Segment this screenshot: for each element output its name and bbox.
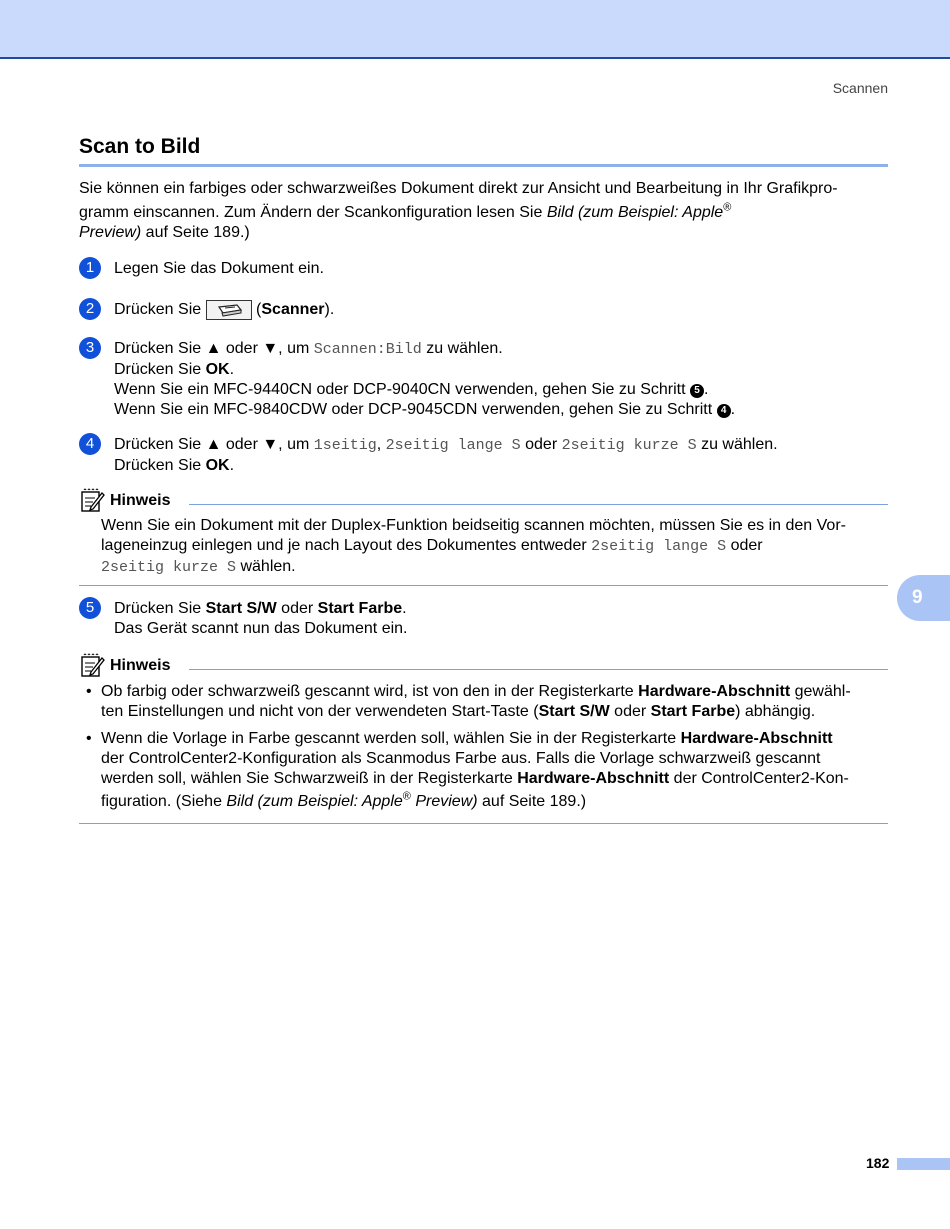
step-text: Drücken Sie ▲ oder ▼, um Scannen:Bild zu wählen. Drücken Sie OK. Wenn Sie ein MFC-9440CN oder DCP-9040CN verwenden, gehen Sie zu Schritt 5 . Wenn Sie ein MFC-9840CDW oder DCP-9045CDN verwenden, gehen Sie zu Schritt 4 . bbox=[114, 340, 736, 418]
intro-link-text: Bild (zum Beispiel: Apple bbox=[546, 204, 724, 221]
note-pencil-icon bbox=[79, 652, 105, 678]
running-header: Scannen bbox=[832, 80, 888, 96]
step-text: Drücken Sie Start S/W oder Start Farbe. Das Gerät scannt nun das Dokument ein. bbox=[114, 600, 408, 637]
section-title: Scan to Bild bbox=[79, 135, 201, 158]
intro-line-1: Sie können ein farbiges oder schwarzweißes Dokument direkt zur Ansicht und Bearbeitung in Ihr Grafikpro- bbox=[79, 180, 838, 197]
step-number-badge: 1 bbox=[79, 257, 101, 279]
note-text: Wenn Sie ein Dokument mit der Duplex-Funktion beidseitig scannen möchten, müssen Sie es in den Vor- lageneinzug einlegen und je nach Layout des Dokumentes entweder 2seitig lange S oder 2seitig kurze S wählen. bbox=[101, 517, 846, 576]
intro-line-2: gramm einscannen. Zum Ändern der Scankonfiguration lesen Sie Bild (zum Beispiel: Apple® bbox=[79, 201, 732, 221]
step-number-badge: 4 bbox=[79, 433, 101, 455]
page-number-bar bbox=[897, 1158, 950, 1170]
note-pencil-icon bbox=[79, 487, 105, 513]
lcd-text: Scannen:Bild bbox=[313, 341, 422, 358]
step-text: Drücken Sie (Scanner). bbox=[114, 301, 335, 318]
top-header-band bbox=[0, 0, 950, 59]
note-header: Hinweis bbox=[79, 652, 888, 678]
scanner-key-icon bbox=[206, 300, 252, 320]
intro-line-3: Preview) auf Seite 189.) bbox=[79, 224, 250, 241]
title-rule bbox=[79, 164, 888, 167]
step-text: Legen Sie das Dokument ein. bbox=[114, 260, 324, 277]
note-header: Hinweis bbox=[79, 487, 888, 513]
note-2-bottom-rule bbox=[79, 823, 888, 824]
chapter-tab: 9 bbox=[897, 575, 950, 621]
step-text: Drücken Sie ▲ oder ▼, um 1seitig, 2seitig lange S oder 2seitig kurze S zu wählen. Drücken Sie OK. bbox=[114, 436, 778, 474]
intro-paragraph bbox=[79, 179, 888, 243]
note-1-bottom-rule bbox=[79, 585, 888, 586]
step-number-badge: 2 bbox=[79, 298, 101, 320]
step-number-badge: 5 bbox=[79, 597, 101, 619]
page-number: 182 bbox=[866, 1155, 890, 1171]
step-number-badge: 3 bbox=[79, 337, 101, 359]
step-reference-badge: 5 bbox=[690, 384, 704, 398]
step-reference-badge: 4 bbox=[717, 404, 731, 418]
